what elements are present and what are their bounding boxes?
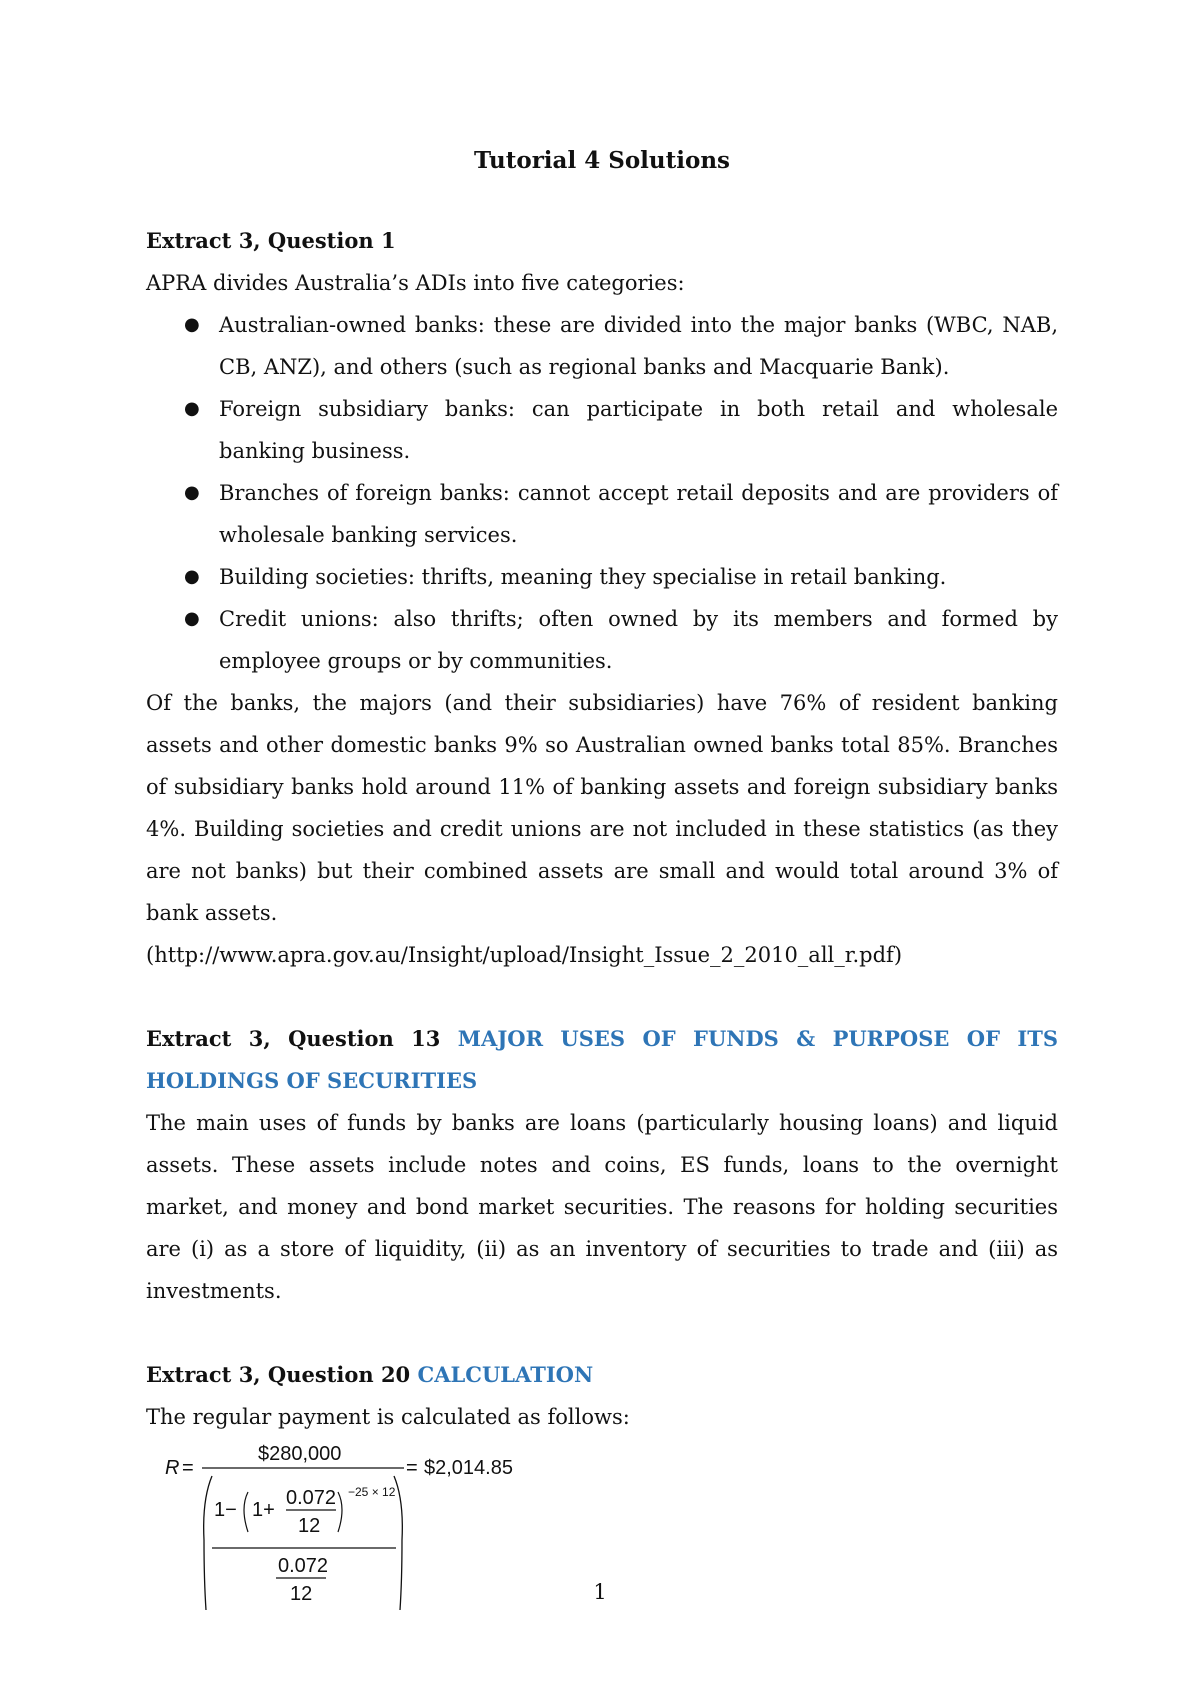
- denominator-periods: 12: [290, 1583, 313, 1605]
- bullet-icon: ●: [184, 566, 200, 587]
- source-link: (http://www.apra.gov.au/Insight/upload/Insight_Issue_2_2010_all_r.pdf): [146, 943, 903, 967]
- equals-sign: =: [182, 1457, 194, 1479]
- bullet-icon: ●: [184, 482, 200, 503]
- bullet-icon: ●: [184, 608, 200, 629]
- section-heading-q13: Extract 3, Question 13 MAJOR USES OF FUNDS & PURPOSE OF ITS HOLDINGS OF SECURITIES: [146, 1026, 1058, 1093]
- page-content: [146, 140, 1058, 1610]
- list-item: ● Credit unions: also thrifts; often owned by its members and formed by employee groups or by communities.: [146, 598, 1058, 682]
- section-body: Of the banks, the majors (and their subsidiaries) have 76% of resident banking assets and other domestic banks 9% so Australian owned banks total 85%. Branches of subsidiary banks hold around 11% of banking assets and foreign subsidiary banks 4%. Building societies and credit unions are not included in these statistics (as they are not banks) but their combined assets are small and would total around 3% of bank assets.: [146, 691, 1058, 925]
- section-body: The main uses of funds by banks are loans (particularly housing loans) and liquid assets. These assets include notes and coins, ES funds, loans to the overnight market, and money and bond market securities. The reasons for holding securities are (i) as a store of liquidity, (ii) as an inventory of securities to trade and (iii) as investments.: [146, 1111, 1058, 1303]
- section-heading-q1: Extract 3, Question 1: [146, 228, 396, 253]
- one-plus: 1+: [252, 1499, 275, 1521]
- list-item: ● Branches of foreign banks: cannot accept retail deposits and are providers of wholesale banking services.: [146, 472, 1058, 556]
- section-intro: APRA divides Australia’s ADIs into five categories:: [146, 271, 685, 295]
- equals-sign: =: [406, 1457, 418, 1479]
- denominator-rate: 0.072: [278, 1555, 329, 1577]
- list-item: ● Australian-owned banks: these are divided into the major banks (WBC, NAB, CB, ANZ), and others (such as regional banks and Macquarie Bank).: [146, 304, 1058, 388]
- section-intro: The regular payment is calculated as follows:: [146, 1405, 630, 1429]
- heading-accent: MAJOR USES OF FUNDS & PURPOSE OF ITS HOLDINGS OF SECURITIES: [146, 1026, 1058, 1093]
- category-list: [146, 304, 1058, 682]
- inner-left-paren: [244, 1492, 248, 1532]
- one-minus: 1−: [214, 1499, 237, 1521]
- inner-periods: 12: [298, 1515, 321, 1537]
- formula-result: $2,014.85: [424, 1457, 513, 1479]
- bullet-icon: ●: [184, 398, 200, 419]
- list-item: ● Foreign subsidiary banks: can participate in both retail and wholesale banking business.: [146, 388, 1058, 472]
- page-title: Tutorial 4 Solutions: [474, 147, 730, 174]
- heading-accent: CALCULATION: [417, 1362, 594, 1387]
- formula-lhs: R: [165, 1457, 180, 1479]
- list-item: ● Building societies: thrifts, meaning they specialise in retail banking.: [146, 556, 1058, 598]
- inner-rate: 0.072: [286, 1487, 337, 1509]
- section-heading-q20: Extract 3, Question 20 CALCULATION: [146, 1362, 594, 1387]
- exponent: −25 × 12: [348, 1485, 396, 1499]
- formula-numerator: $280,000: [258, 1443, 342, 1465]
- inner-right-paren: [338, 1492, 342, 1532]
- page-number: 1: [593, 1580, 607, 1604]
- bullet-icon: ●: [184, 314, 200, 335]
